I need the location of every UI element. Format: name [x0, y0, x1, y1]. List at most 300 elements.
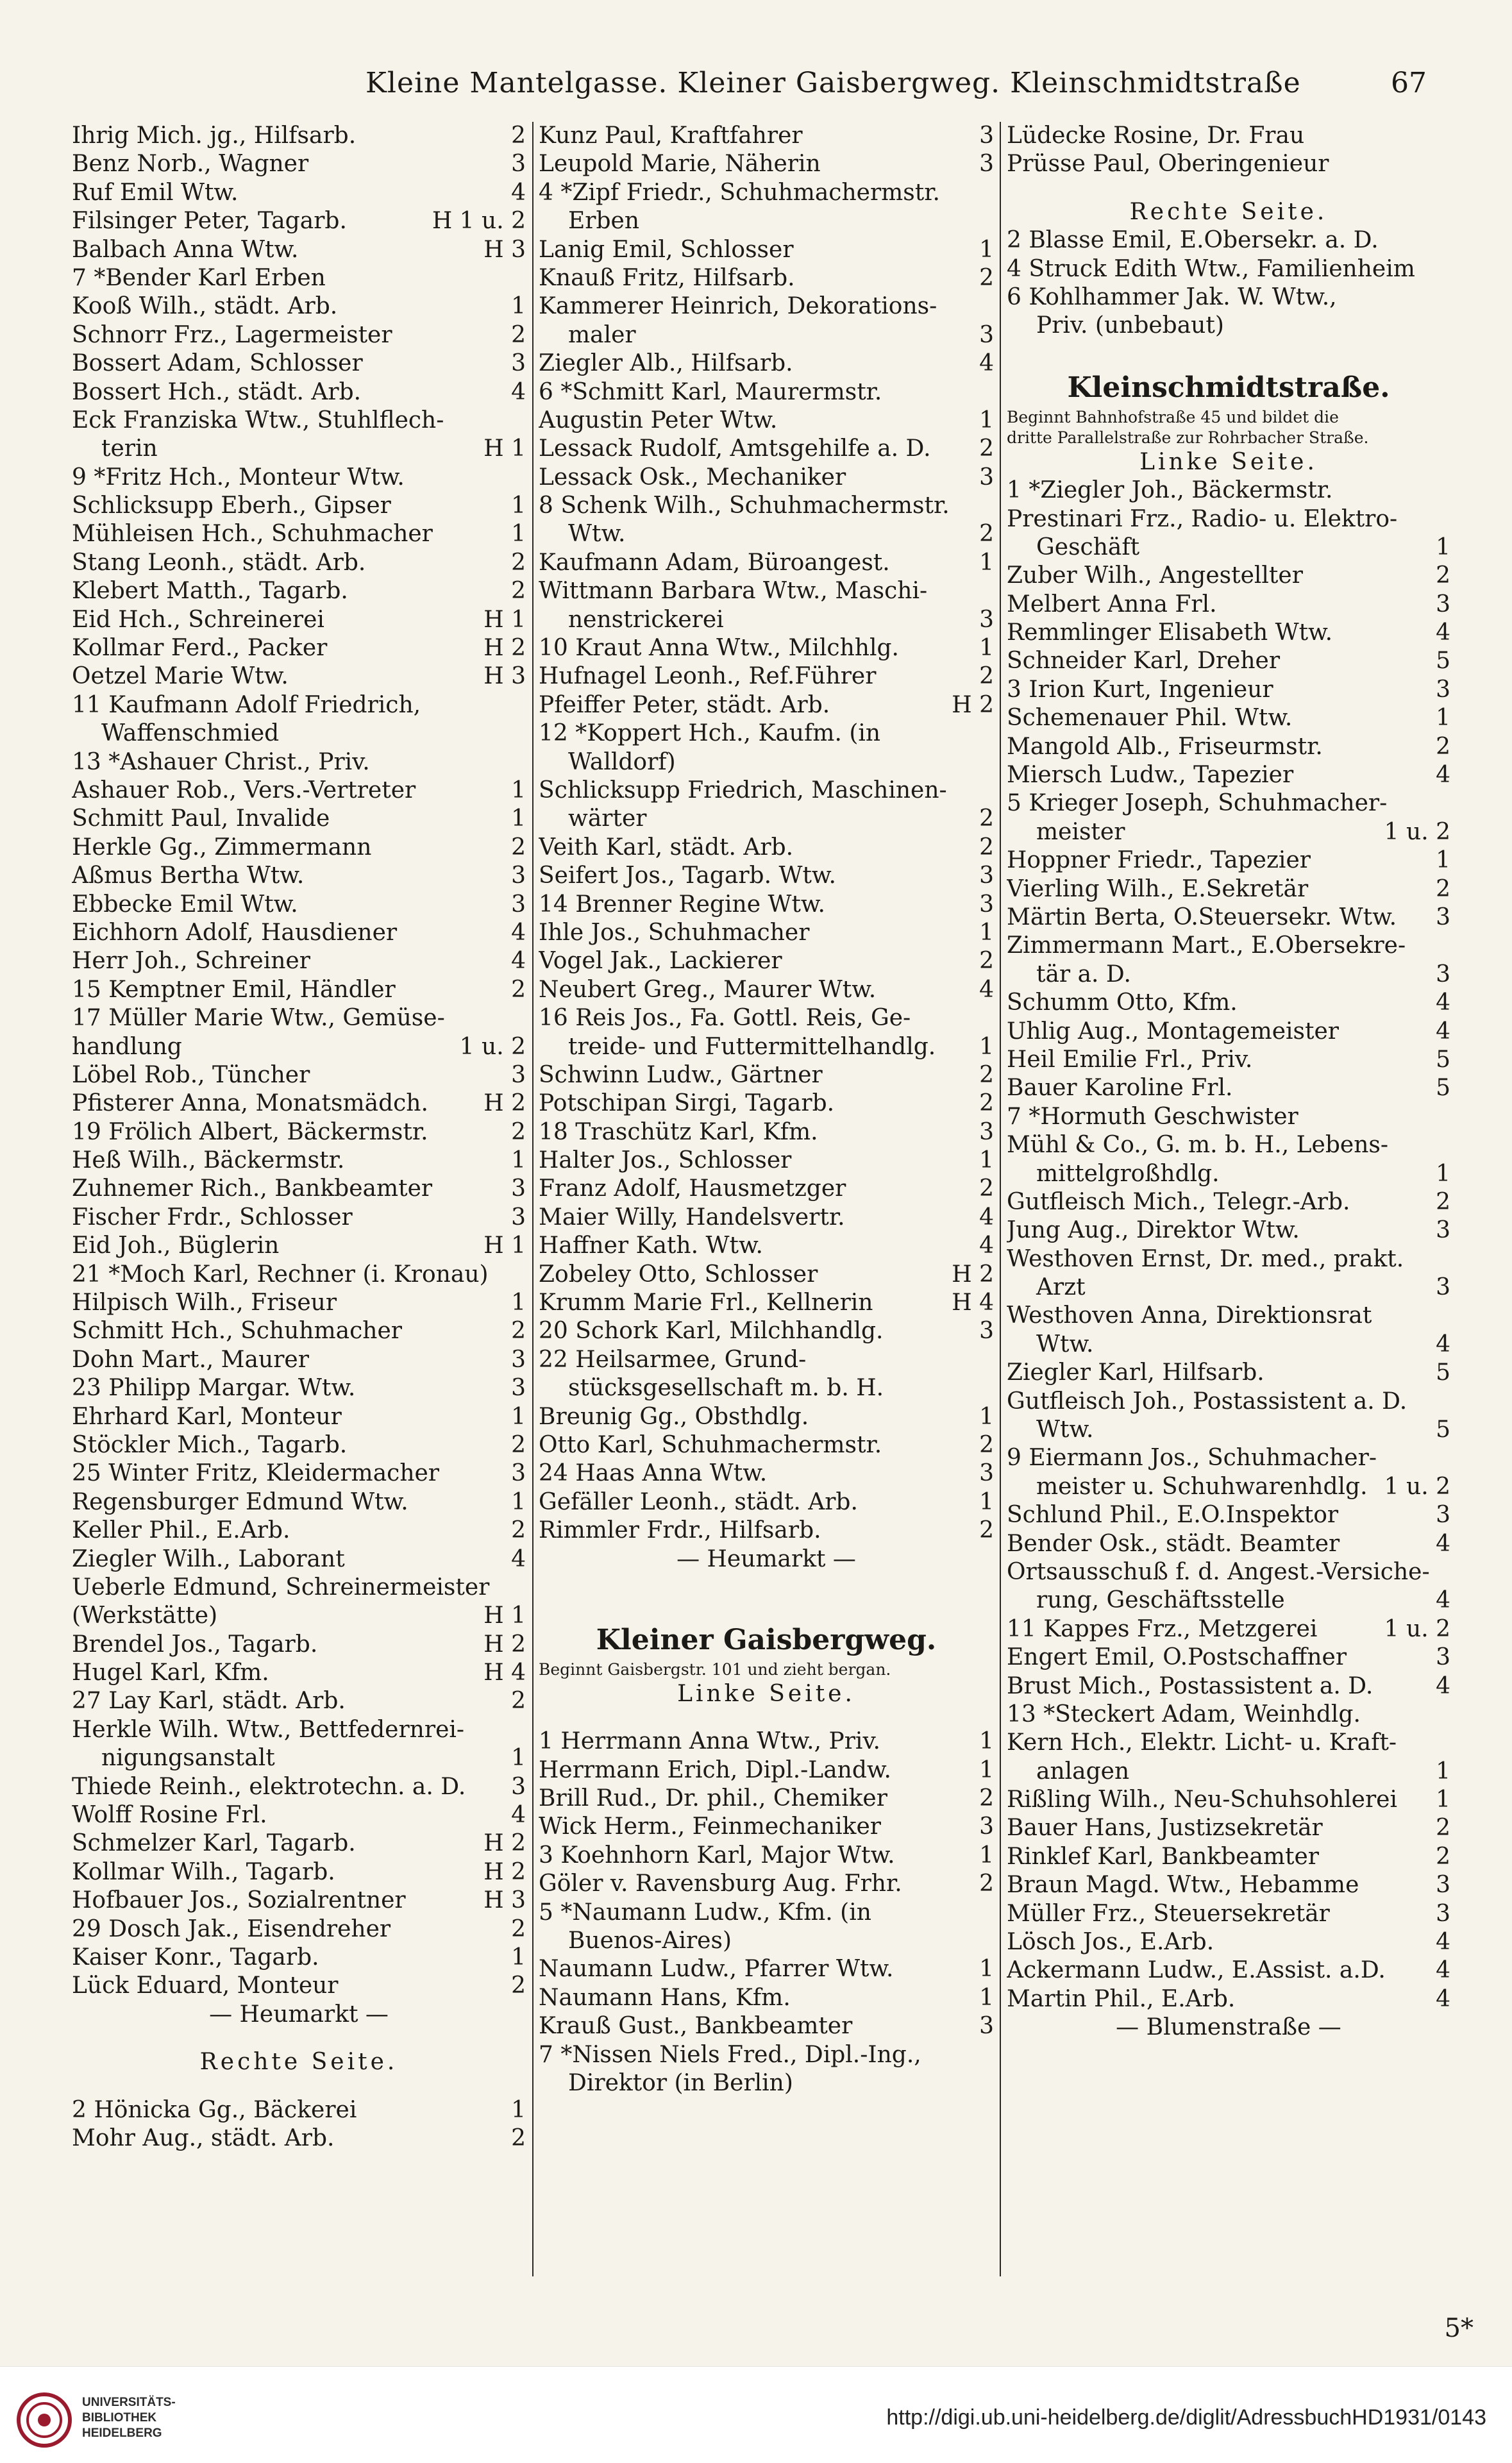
entry-text: Herkle Gg., Zimmermann [72, 834, 372, 861]
directory-entry [1007, 1985, 1450, 2013]
directory-entry [539, 1870, 994, 1898]
directory-entry [72, 1431, 526, 1459]
entry-text: Zimmermann Mart., E.Obersekre- [1007, 932, 1406, 959]
floor-number: 3 [1436, 1274, 1450, 1301]
entry-text: Veith Karl, städt. Arb. [539, 834, 794, 861]
directory-entry [539, 179, 994, 207]
entry-text: Pfeiffer Peter, städt. Arb. [539, 691, 830, 718]
directory-entry [1007, 932, 1450, 960]
entry-text: Westhoven Ernst, Dr. med., prakt. [1007, 1245, 1404, 1272]
floor-number: 1 [1436, 705, 1450, 732]
entry-text: 1 Herrmann Anna Wtw., Priv. [539, 1728, 880, 1755]
directory-entry [1007, 1388, 1450, 1416]
directory-entry [1007, 1900, 1450, 1928]
entry-text: Hufnagel Leonh., Ref.Führer [539, 663, 877, 690]
entry-text: 7 *Bender Karl Erben [72, 264, 326, 291]
entry-text: 2 Blasse Emil, E.Obersekr. a. D. [1007, 227, 1379, 254]
entry-text: 29 Dosch Jak., Eisendreher [72, 1915, 391, 1942]
floor-number: 1 [1436, 847, 1450, 874]
directory-entry [539, 1899, 994, 1927]
floor-number: 1 [979, 1756, 994, 1783]
section-label [1007, 448, 1450, 476]
floor-number: 2 [511, 1915, 526, 1942]
floor-number: 3 [979, 1318, 994, 1345]
entry-text: 4 Struck Edith Wtw., Familienheim [1007, 255, 1415, 282]
floor-number: 2 [511, 1972, 526, 1999]
entry-text: Beginnt Gaisbergstr. 101 und zieht bergan. [539, 1660, 891, 1679]
floor-number: 4 [511, 948, 526, 975]
floor-number: 1 [511, 1745, 526, 1772]
directory-entry [72, 1944, 526, 1972]
entry-text: Ackermann Ludw., E.Assist. a.D. [1007, 1957, 1386, 1984]
directory-entry [72, 1858, 526, 1887]
entry-text: Seifert Jos., Tagarb. Wtw. [539, 862, 836, 889]
floor-number: 1 [979, 1147, 994, 1174]
floor-number: 4 [979, 1232, 994, 1259]
directory-entry [1007, 1501, 1450, 1529]
directory-entry [539, 1232, 994, 1260]
entry-text: 9 *Fritz Hch., Monteur Wtw. [72, 464, 405, 491]
directory-entry [72, 1403, 526, 1431]
floor-number: 2 [511, 976, 526, 1003]
directory-entry [539, 122, 994, 150]
entry-text: Eid Hch., Schreinerei [72, 606, 324, 633]
entry-text: 11 Kaufmann Adolf Friedrich, [72, 691, 421, 718]
directory-entry [539, 748, 994, 777]
directory-entry [539, 264, 994, 292]
directory-entry [539, 947, 994, 975]
directory-entry [72, 2124, 526, 2153]
floor-number: 2 [511, 1517, 526, 1544]
directory-entry [1007, 1843, 1450, 1871]
entry-text: 21 *Moch Karl, Rechner (i. Kronau) [72, 1261, 489, 1288]
entry-text: Melbert Anna Frl. [1007, 591, 1217, 618]
entry-text: Ebbecke Emil Wtw. [72, 891, 298, 918]
directory-entry [1007, 226, 1450, 255]
floor-number: H 1 [483, 435, 526, 462]
directory-entry [72, 407, 526, 435]
street-note [539, 1660, 994, 1680]
directory-entry [539, 1984, 994, 2012]
directory-entry [72, 1232, 526, 1260]
entry-text: Kollmar Wilh., Tagarb. [72, 1858, 335, 1885]
entry-text: Lösch Jos., E.Arb. [1007, 1929, 1214, 1956]
floor-number: 1 u. 2 [1384, 1615, 1450, 1642]
entry-text: Vierling Wilh., E.Sekretär [1007, 875, 1309, 902]
directory-entry [1007, 818, 1450, 846]
directory-entry [72, 520, 526, 548]
entry-text: 12 *Koppert Hch., Kaufm. (in [539, 720, 881, 747]
entry-text: Märtin Berta, O.Steuersekr. Wtw. [1007, 904, 1397, 930]
entry-text: Rechte Seite. [199, 2049, 398, 2076]
floor-number: 3 [511, 1346, 526, 1373]
directory-entry [539, 1175, 994, 1203]
floor-number: H 1 [483, 1602, 526, 1629]
directory-entry [539, 777, 994, 805]
directory-entry [539, 1289, 994, 1317]
directory-entry [539, 862, 994, 890]
directory-entry [1007, 1444, 1450, 1472]
entry-text: 7 *Nissen Niels Fred., Dipl.-Ing., [539, 2041, 921, 2068]
floor-number: 1 u. 2 [1384, 1473, 1450, 1500]
entry-text: terin [101, 435, 158, 462]
entry-text: Herkle Wilh. Wtw., Bettfedernrei- [72, 1716, 465, 1743]
library-name-line: BIBLIOTHEK [82, 2411, 157, 2425]
directory-entry [1007, 704, 1450, 732]
floor-number: 4 [511, 919, 526, 946]
directory-entry [72, 1317, 526, 1345]
directory-entry [72, 1915, 526, 1944]
entry-text: 15 Kemptner Emil, Händler [72, 976, 396, 1003]
directory-entry [72, 207, 526, 235]
street-heading [1007, 369, 1450, 407]
directory-entry [72, 1459, 526, 1488]
entry-text: 14 Brenner Regine Wtw. [539, 891, 825, 918]
entry-text: Linke Seite. [677, 1680, 855, 1707]
entry-text: Haffner Kath. Wtw. [539, 1232, 763, 1259]
directory-entry [1007, 1814, 1450, 1842]
directory-entry [539, 1459, 994, 1488]
directory-entry [72, 292, 526, 321]
floor-number: 1 [511, 1147, 526, 1174]
entry-text: Linke Seite. [1139, 448, 1318, 475]
floor-number: 4 [1436, 1530, 1450, 1557]
directory-entry [72, 1574, 526, 1602]
entry-text: Brill Rud., Dr. phil., Chemiker [539, 1785, 887, 1812]
running-title: Kleine Mantelgasse. Kleiner Gaisbergweg. Kleinschmidtstraße [365, 67, 1301, 99]
directory-entry [539, 236, 994, 264]
entry-text: Naumann Ludw., Pfarrer Wtw. [539, 1956, 894, 1983]
floor-number: 4 [979, 1204, 994, 1231]
directory-entry [539, 606, 994, 634]
directory-entry [72, 1118, 526, 1147]
floor-number: 1 [511, 492, 526, 519]
directory-entry [72, 464, 526, 492]
floor-number: H 2 [483, 1090, 526, 1117]
directory-entry [539, 1927, 994, 1955]
entry-text: maler [568, 321, 636, 348]
entry-text: Wtw. [1036, 1416, 1094, 1443]
section-label [72, 2001, 526, 2029]
permalink-url[interactable]: http://digi.ub.uni-heidelberg.de/diglit/AdressbuchHD1931/0143 [886, 2405, 1486, 2430]
entry-text: 1 *Ziegler Joh., Bäckermstr. [1007, 477, 1333, 504]
directory-entry [539, 1517, 994, 1545]
entry-text: wärter [568, 805, 647, 832]
directory-entry [1007, 1074, 1450, 1102]
directory-entry [1007, 904, 1450, 932]
directory-entry [72, 662, 526, 691]
directory-entry [1007, 619, 1450, 647]
entry-text: Potschipan Sirgi, Tagarb. [539, 1090, 835, 1117]
entry-text: 25 Winter Fritz, Kleidermacher [72, 1460, 440, 1487]
entry-text: Stöckler Mich., Tagarb. [72, 1431, 348, 1458]
floor-number: 2 [979, 435, 994, 462]
entry-text: Kammerer Heinrich, Dekorations- [539, 293, 937, 320]
entry-text: Neubert Greg., Maurer Wtw. [539, 976, 877, 1003]
floor-number: H 2 [952, 691, 994, 718]
entry-text: 13 *Ashauer Christ., Priv. [72, 748, 370, 775]
directory-entry [1007, 1558, 1450, 1586]
floor-number: 4 [1436, 1957, 1450, 1984]
entry-text: 7 *Hormuth Geschwister [1007, 1103, 1298, 1130]
entry-text: Zuber Wilh., Angestellter [1007, 562, 1303, 589]
entry-text: 11 Kappes Frz., Metzgerei [1007, 1615, 1318, 1642]
directory-entry [1007, 312, 1450, 340]
entry-text: Ihle Jos., Schuhmacher [539, 919, 810, 946]
entry-text: Regensburger Edmund Wtw. [72, 1488, 408, 1515]
entry-text: Wtw. [568, 521, 626, 548]
entry-text: Hilpisch Wilh., Friseur [72, 1290, 337, 1316]
entry-text: 20 Schork Karl, Milchhandlg. [539, 1318, 884, 1345]
floor-number: H 2 [483, 1858, 526, 1885]
entry-text: Zobeley Otto, Schlosser [539, 1261, 818, 1288]
entry-text: Lück Eduard, Monteur [72, 1972, 339, 1999]
entry-text: Franz Adolf, Hausmetzger [539, 1175, 846, 1202]
entry-text: Schneider Karl, Dreher [1007, 648, 1281, 675]
directory-entry [1007, 1928, 1450, 1956]
entry-text: Eichhorn Adolf, Hausdiener [72, 919, 398, 946]
directory-entry [539, 207, 994, 235]
entry-text: meister u. Schuhwarenhdlg. [1036, 1473, 1368, 1500]
floor-number: H 1 [483, 1232, 526, 1259]
directory-entry [72, 1687, 526, 1715]
floor-number: 3 [1436, 591, 1450, 618]
entry-text: Thiede Reinh., elektrotechn. a. D. [72, 1773, 466, 1800]
directory-entry [1007, 1758, 1450, 1786]
entry-text: Schmitt Paul, Invalide [72, 805, 330, 832]
entry-text: — Blumenstraße — [1116, 2014, 1341, 2041]
entry-text: Vogel Jak., Lackierer [539, 948, 782, 975]
directory-entry [1007, 122, 1450, 150]
directory-entry [72, 1744, 526, 1772]
floor-number: H 4 [483, 1660, 526, 1686]
floor-number: 2 [1436, 562, 1450, 589]
floor-number: H 2 [952, 1261, 994, 1288]
directory-entry [1007, 1359, 1450, 1387]
floor-number: 5 [1436, 1416, 1450, 1443]
directory-entry [72, 349, 526, 378]
entry-text: Wick Herm., Feinmechaniker [539, 1813, 881, 1840]
floor-number: 1 [1436, 1160, 1450, 1187]
entry-text: Kaufmann Adam, Büroangest. [539, 549, 890, 576]
library-name [82, 2395, 176, 2441]
entry-text: Jung Aug., Direktor Wtw. [1007, 1217, 1300, 1244]
directory-entry [72, 435, 526, 463]
directory-entry [1007, 733, 1450, 761]
directory-entry [539, 1118, 994, 1147]
entry-text: meister [1036, 818, 1125, 845]
entry-text: Herr Joh., Schreiner [72, 948, 310, 975]
entry-text: Lessack Rudolf, Amtsgehilfe a. D. [539, 435, 931, 462]
directory-entry [539, 407, 994, 435]
entry-text: Kooß Wilh., städt. Arb. [72, 293, 338, 320]
directory-entry [72, 1175, 526, 1203]
entry-text: 16 Reis Jos., Fa. Gottl. Reis, Ge- [539, 1005, 911, 1032]
directory-entry [72, 2029, 526, 2048]
entry-text: Rinklef Karl, Bankbeamter [1007, 1843, 1320, 1870]
floor-number: 4 [1436, 619, 1450, 646]
floor-number: 3 [1436, 1217, 1450, 1244]
directory-entry [539, 1574, 994, 1593]
directory-entry [1007, 591, 1450, 619]
floor-number: 2 [511, 1318, 526, 1345]
entry-text: Schemenauer Phil. Wtw. [1007, 705, 1293, 732]
entry-text: 9 Eiermann Jos., Schuhmacher- [1007, 1445, 1377, 1472]
entry-text: Kleinschmidtstraße. [1067, 371, 1390, 404]
floor-number: H 1 u. 2 [432, 208, 526, 235]
entry-text: Löbel Rob., Tüncher [72, 1061, 310, 1088]
floor-number: 1 [511, 1403, 526, 1430]
floor-number: 2 [979, 1870, 994, 1897]
entry-text: Eid Joh., Büglerin [72, 1232, 280, 1259]
entry-text: Bauer Karoline Frl. [1007, 1075, 1233, 1102]
floor-number: 2 [1436, 875, 1450, 902]
floor-number: 3 [979, 321, 994, 348]
directory-entry [539, 1317, 994, 1345]
library-logo-icon [15, 2391, 73, 2449]
directory-entry [1007, 1245, 1450, 1274]
entry-text: Schmitt Hch., Schuhmacher [72, 1318, 402, 1345]
floor-number: 5 [1436, 1075, 1450, 1102]
floor-number: 1 [1436, 534, 1450, 560]
floor-number: 1 [1436, 1786, 1450, 1813]
entry-text: Remmlinger Elisabeth Wtw. [1007, 619, 1333, 646]
directory-entry [72, 1801, 526, 1829]
directory-entry [72, 577, 526, 605]
entry-text: stücksgesellschaft m. b. H. [568, 1375, 884, 1402]
directory-entry [539, 1204, 994, 1232]
entry-text: Halter Jos., Schlosser [539, 1147, 792, 1174]
floor-number: 4 [511, 1802, 526, 1829]
column-middle [539, 122, 994, 2276]
floor-number: 2 [511, 834, 526, 861]
floor-number: 2 [511, 549, 526, 576]
entry-text: Krauß Gust., Bankbeamter [539, 2013, 853, 2040]
floor-number: 5 [1436, 1359, 1450, 1386]
floor-number: 2 [979, 1785, 994, 1812]
floor-number: 5 [1436, 1046, 1450, 1073]
directory-entry [72, 1346, 526, 1374]
street-note [1007, 428, 1450, 448]
floor-number: 2 [979, 1517, 994, 1544]
entry-text: Wittmann Barbara Wtw., Maschi- [539, 578, 928, 605]
floor-number: 2 [511, 1431, 526, 1458]
floor-number: H 3 [483, 663, 526, 690]
entry-text: Rißling Wilh., Neu-Schuhsohlerei [1007, 1786, 1397, 1813]
entry-text: Prüsse Paul, Oberingenieur [1007, 151, 1329, 178]
floor-number: 3 [511, 1061, 526, 1088]
entry-text: Ortsausschuß f. d. Angest.-Versiche- [1007, 1558, 1430, 1585]
floor-number: 3 [511, 1460, 526, 1487]
directory-entry [72, 1004, 526, 1032]
directory-entry [1007, 1643, 1450, 1672]
directory-entry [1007, 476, 1450, 505]
floor-number: 2 [979, 948, 994, 975]
directory-entry [1007, 676, 1450, 704]
directory-entry [539, 1374, 994, 1402]
directory-entry [72, 1261, 526, 1289]
entry-text: 5 Krieger Joseph, Schuhmacher- [1007, 790, 1388, 817]
floor-number: 1 [979, 1842, 994, 1869]
column-left [72, 122, 526, 2276]
column-right [1007, 122, 1450, 2276]
entry-text: Ruf Emil Wtw. [72, 179, 239, 206]
entry-text: Otto Karl, Schuhmachermstr. [539, 1431, 882, 1458]
entry-text: Erben [568, 208, 640, 235]
directory-entry [539, 1593, 994, 1612]
floor-number: 4 [511, 1545, 526, 1572]
floor-number: 1 [979, 1984, 994, 2011]
floor-number: 4 [511, 179, 526, 206]
directory-entry [1007, 1018, 1450, 1046]
floor-number: 1 [979, 1728, 994, 1755]
floor-number: 1 [979, 407, 994, 433]
directory-entry [1007, 1586, 1450, 1615]
floor-number: 2 [511, 321, 526, 348]
directory-entry [1007, 1672, 1450, 1701]
floor-number: 1 [979, 635, 994, 662]
entry-text: Bauer Hans, Justizsekretär [1007, 1815, 1323, 1842]
entry-text: Lessack Osk., Mechaniker [539, 464, 846, 491]
entry-text: Brendel Jos., Tagarb. [72, 1631, 318, 1658]
floor-number: 1 [979, 919, 994, 946]
floor-number: 4 [1436, 1018, 1450, 1045]
entry-text: Schlicksupp Friedrich, Maschinen- [539, 777, 947, 803]
directory-entry [72, 179, 526, 207]
floor-number: H 2 [483, 1631, 526, 1658]
entry-text: Herrmann Erich, Dipl.-Landw. [539, 1756, 891, 1783]
directory-entry [539, 2069, 994, 2097]
directory-entry [539, 1785, 994, 1813]
entry-text: 13 *Steckert Adam, Weinhdlg. [1007, 1701, 1361, 1727]
entry-text: handlung [72, 1033, 182, 1060]
entry-text: Ueberle Edmund, Schreinermeister [72, 1574, 490, 1601]
entry-text: Uhlig Aug., Montagemeister [1007, 1018, 1340, 1045]
entry-text: Wtw. [1036, 1331, 1094, 1358]
entry-text: Rechte Seite. [1129, 198, 1328, 225]
entry-text: nigungsanstalt [101, 1745, 275, 1772]
floor-number: 3 [1436, 1644, 1450, 1671]
directory-entry [72, 691, 526, 719]
entry-text: Miersch Ludw., Tapezier [1007, 762, 1294, 789]
directory-entry [539, 891, 994, 919]
directory-entry [1007, 1046, 1450, 1074]
directory-entry [1007, 1729, 1450, 1757]
directory-entry [72, 606, 526, 634]
street-note [1007, 407, 1450, 428]
entry-text: (Werkstätte) [72, 1602, 218, 1629]
entry-text: Direktor (in Berlin) [568, 2070, 793, 2096]
directory-entry [1007, 1416, 1450, 1444]
floor-number: 1 [511, 777, 526, 803]
directory-entry [72, 834, 526, 862]
directory-entry [72, 976, 526, 1004]
entry-text: Bossert Adam, Schlosser [72, 350, 363, 377]
entry-text: mittelgroßhdlg. [1036, 1160, 1220, 1187]
entry-text: Wolff Rosine Frl. [72, 1802, 267, 1829]
floor-number: 2 [979, 1175, 994, 1202]
directory-entry [1007, 283, 1450, 312]
entry-text: Arzt [1036, 1274, 1086, 1301]
floor-number: 3 [511, 1175, 526, 1202]
directory-entry [72, 719, 526, 748]
floor-number: 1 [1436, 1758, 1450, 1785]
entry-text: Braun Magd. Wtw., Hebamme [1007, 1872, 1359, 1899]
floor-number: 2 [511, 122, 526, 149]
entry-text: Heil Emilie Frl., Priv. [1007, 1046, 1253, 1073]
directory-entry [72, 919, 526, 947]
section-label [539, 1680, 994, 1708]
